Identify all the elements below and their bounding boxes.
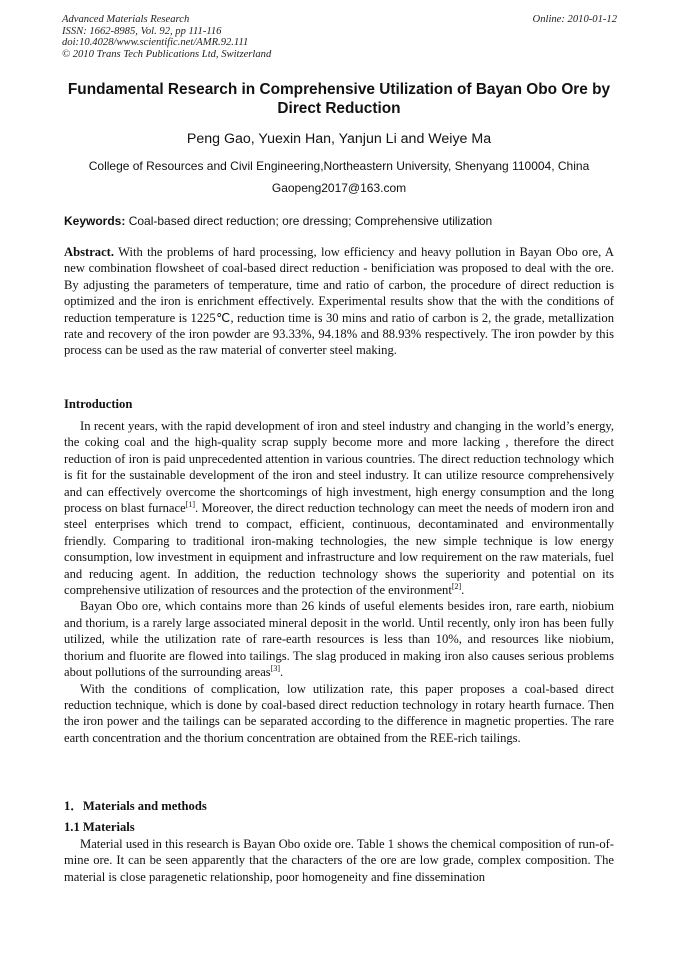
copyright-line: © 2010 Trans Tech Publications Ltd, Switzerland bbox=[62, 48, 272, 60]
section-heading: 1．Materials and methods bbox=[64, 799, 207, 813]
introduction-body bbox=[64, 418, 614, 746]
paper-title: Fundamental Research in Comprehensive Utilization of Bayan Obo Ore by Direct Reduction bbox=[67, 81, 611, 117]
intro-paragraph bbox=[64, 598, 614, 680]
keywords-label: Keywords: bbox=[64, 214, 126, 228]
intro-paragraph bbox=[64, 418, 614, 598]
materials-body bbox=[64, 836, 614, 885]
author-email: Gaopeng2017@163.com bbox=[271, 181, 407, 195]
materials-paragraph: Material used in this research is Bayan Obo oxide ore. Table 1 shows the chemical composition of run-of-mine ore. It can be seen apparently that the characters of the ore are low grade, complex composition. The material is close paragenetic relationship, poor homogeneity and fine dissemination bbox=[64, 837, 614, 884]
intro-p2-text-a: Bayan Obo ore, which contains more than 26 kinds of useful elements besides iron, rare earth, niobium and thorium, is a rarely large associated mineral deposit in the world. Until recently, only iron has been fully utilized, while the utilization rate of rare-earth resources is less than 10%, and resources like niobium, thorium and fluorite are flowed into tailings. The slag produced in making iron also causes serious problems about pollutions of the surrounding areas bbox=[64, 599, 614, 680]
journal-header bbox=[62, 14, 617, 60]
author-list: Peng Gao, Yuexin Han, Yanjun Li and Weiye Ma bbox=[186, 131, 492, 147]
issn-line: ISSN: 1662-8985, Vol. 92, pp 111-116 bbox=[62, 25, 222, 37]
keywords-text: Coal-based direct reduction; ore dressing; Comprehensive utilization bbox=[125, 214, 493, 228]
introduction-heading: Introduction bbox=[64, 397, 133, 411]
intro-p1-text-c: . bbox=[461, 583, 465, 598]
online-date: Online: 2010-01-12 bbox=[532, 14, 617, 25]
intro-p2-text-b: . bbox=[280, 665, 284, 680]
keywords bbox=[64, 214, 619, 228]
intro-paragraph: With the conditions of complication, low utilization rate, this paper proposes a coal-based direct reduction technique, which is done by coal-based direct reduction technology in rotary hearth furnace. Then the iron power and the tailings can be separated according to the difference in magnetic properties. The rare earth concentration and the thorium concentration are obtained from the REE-rich tailings. bbox=[64, 681, 614, 745]
subsection-heading: 1.1 Materials bbox=[64, 820, 135, 834]
affiliation: College of Resources and Civil Engineering,Northeastern University, Shenyang 110004, China bbox=[88, 159, 590, 173]
citation-3: [3] bbox=[270, 664, 281, 674]
intro-p1-text-b: . Moreover, the direct reduction technology can meet the needs of modern iron and steel enterprises which trend to compact, efficient, continuous, decontaminated and environmentally friendly. Comparing to traditional iron-making technologies, the new simple technique is low energy consumption, low investment in equipment and infrastructure and low requirement on the raw materials, fuel and reducing agent. In addition, the reduction technology shows the superiority and potential on its comprehensive utilization of resources and the protection of the environment bbox=[64, 501, 614, 598]
intro-p1-text-a: In recent years, with the rapid development of iron and steel industry and changing in the world’s energy, the coking coal and the high-quality scrap supply become more and more lacking , therefore the direct reduction of iron is paid unprecedented attention in various countries. The direct reduction technology which is fit for the sustainable development of the iron and steel industry. It can utilize resource comprehensively and can effectively overcome the shortcomings of high investment, high energy consumption and the long process on blast furnace bbox=[64, 419, 614, 516]
abstract-text: With the problems of hard processing, low efficiency and heavy pollution in Bayan Obo ore, A new combination flowsheet of coal-based direct reduction - benificiation was proposed to deal with the ore. By adjusting the parameters of temperature, time and ratio of carbon, the procedure of direct reduction is optimized and the iron is enrichment effectively. Experimental results show that the with the conditions of reduction temperature is 1225℃, reduction time is 30 mins and ratio of carbon is 2, the grade, metallization rate and recovery of the iron powder are 93.33%, 94.18% and 88.93% respectively. The iron powder by this process can be used as the raw material of converter steel making. bbox=[64, 245, 614, 358]
citation-1: [1] bbox=[185, 500, 196, 510]
citation-2: [2] bbox=[451, 582, 462, 592]
doi-line: doi:10.4028/www.scientific.net/AMR.92.111 bbox=[62, 37, 249, 49]
journal-name: Advanced Materials Research bbox=[62, 14, 190, 25]
abstract-label: Abstract. bbox=[64, 245, 115, 259]
abstract bbox=[64, 244, 614, 359]
